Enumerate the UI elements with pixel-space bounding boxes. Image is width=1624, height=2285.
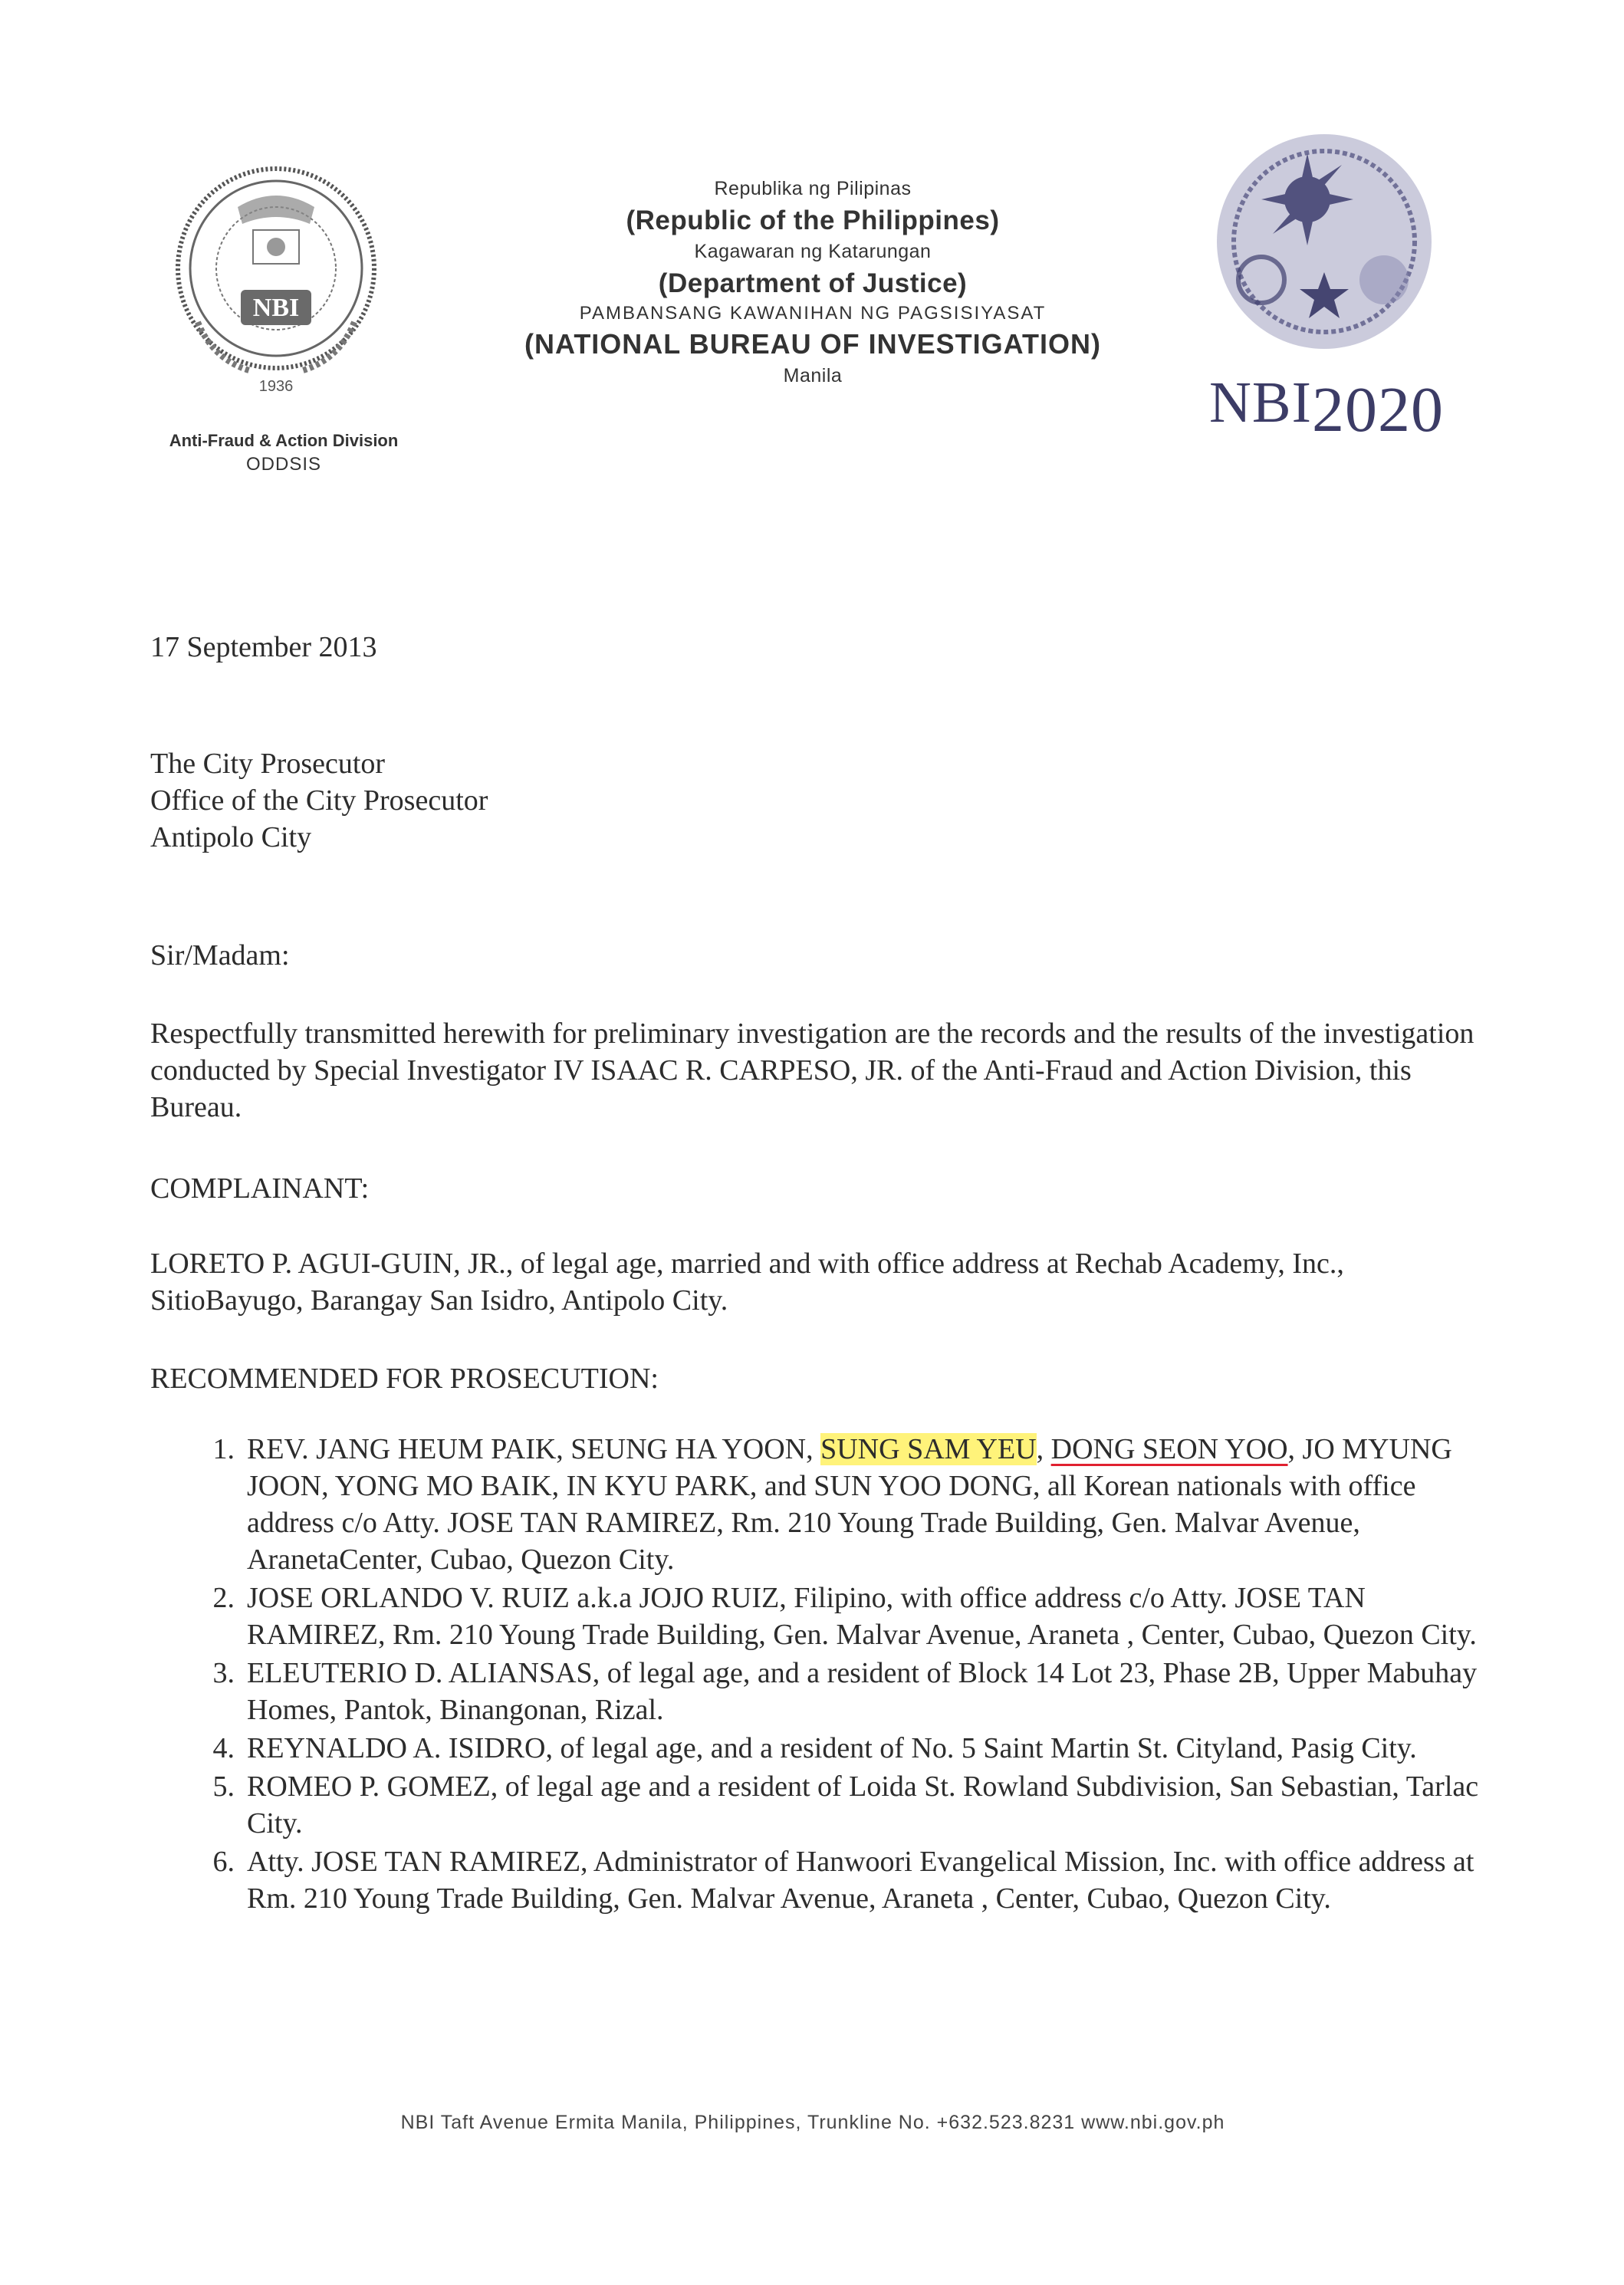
respondent-item xyxy=(150,1843,1484,1917)
respondent-text xyxy=(247,1655,1484,1728)
bureau-native: PAMBANSANG KAWANIHAN NG PAGSISIYASAT xyxy=(579,303,1047,324)
city-name: Manila xyxy=(783,365,843,386)
nbi-seal-logo xyxy=(167,153,386,399)
addressee-line: The City Prosecutor xyxy=(150,748,386,780)
respondent-number: 4. xyxy=(212,1732,235,1764)
wordmark-year: 2020 xyxy=(1311,374,1444,445)
respondent-text xyxy=(247,1843,1484,1917)
respondent-number: 2. xyxy=(212,1582,235,1614)
complainant-details: LORETO P. AGUI-GUIN, JR., of legal age, married and with office address at Rechab Academy, Inc., SitioBayugo, Barangay San Isidro, Antipolo City. xyxy=(150,1248,1344,1317)
respondent-item xyxy=(150,1768,1484,1842)
bureau-title: (NATIONAL BUREAU OF INVESTIGATION) xyxy=(524,328,1101,360)
division-name: Anti-Fraud & Action Division xyxy=(169,431,399,450)
salutation: Sir/Madam: xyxy=(150,939,290,972)
svg-text:NBI: NBI xyxy=(252,294,300,322)
respondent-item xyxy=(150,1431,1484,1578)
respondent-text xyxy=(247,1580,1484,1653)
division-code: ODDSIS xyxy=(245,454,321,475)
nbi-2020-wordmark xyxy=(1181,367,1472,445)
underlined-name: DONG SEON YOO xyxy=(1050,1433,1288,1465)
respondent-item xyxy=(150,1580,1484,1653)
svg-text:1936: 1936 xyxy=(258,378,294,395)
department-native: Kagawaran ng Katarungan xyxy=(694,241,932,262)
complainant-heading: COMPLAINANT: xyxy=(150,1172,370,1205)
respondent-text-run: ROMEO P. GOMEZ, of legal age and a resident of Loida St. Rowland Subdivision, San Sebastian, Tarlac City. xyxy=(247,1770,1479,1840)
wordmark-nbi: NBI xyxy=(1209,370,1312,435)
intro-paragraph: Respectfully transmitted herewith for preliminary investigation are the records and the results of the investigation conducted by Special Investigator IV ISAAC R. CARPESO, JR. of the Anti-Fraud and Action Division, this Bureau. xyxy=(150,1018,1474,1123)
division-block xyxy=(146,429,422,477)
respondent-text-run: REYNALDO A. ISIDRO, of legal age, and a resident of No. 5 Saint Martin St. Cityland, Pasig City. xyxy=(247,1732,1417,1764)
respondent-item xyxy=(150,1730,1484,1767)
respondent-text-run: ELEUTERIO D. ALIANSAS, of legal age, and a resident of Block 14 Lot 23, Phase 2B, Upper Mabuhay Homes, Pantok, Binangonan, Rizal. xyxy=(247,1657,1478,1726)
department-title: (Department of Justice) xyxy=(658,268,968,298)
respondent-text-run: , JO MYUNG JOON, YONG MO BAIK, IN KYU PARK, and SUN YOO DONG, all Korean nationals with office address c/o Atty. JOSE TAN RAMIREZ, Rm. 210 Young Trade Building, Gen. Malvar Avenue, AranetaCenter, Cubao, Quezon City. xyxy=(247,1433,1452,1576)
letter-date: 17 September 2013 xyxy=(150,631,377,663)
addressee-block xyxy=(150,745,488,856)
addressee-line: Office of the City Prosecutor xyxy=(150,784,488,817)
respondent-text xyxy=(247,1730,1484,1767)
republic-title: (Republic of the Philippines) xyxy=(626,205,1000,235)
respondent-text xyxy=(247,1768,1484,1842)
footer-contact: NBI Taft Avenue Ermita Manila, Philippines, Trunkline No. +632.523.8231 www.nbi.gov.ph xyxy=(400,2112,1225,2133)
respondent-number: 5. xyxy=(212,1770,235,1803)
highlighted-name: SUNG SAM YEU xyxy=(820,1433,1037,1465)
respondent-list xyxy=(150,1431,1484,1918)
letterhead-title xyxy=(429,175,1196,390)
republic-native: Republika ng Pilipinas xyxy=(714,178,912,199)
respondent-number: 1. xyxy=(212,1433,235,1465)
respondent-item xyxy=(150,1655,1484,1728)
respondent-text-run: , xyxy=(1036,1433,1051,1465)
recommended-heading: RECOMMENDED FOR PROSECUTION: xyxy=(150,1363,659,1395)
respondent-number: 3. xyxy=(212,1657,235,1689)
addressee-line: Antipolo City xyxy=(150,821,312,853)
respondent-text-run: JOSE ORLANDO V. RUIZ a.k.a JOJO RUIZ, Filipino, with office address c/o Atty. JOSE TAN RAMIREZ, Rm. 210 Young Trade Building, Gen. Malvar Avenue, Araneta , Center, Cubao, Quezon City. xyxy=(247,1582,1477,1651)
respondent-number: 6. xyxy=(212,1846,235,1878)
respondent-text xyxy=(247,1431,1484,1578)
respondent-text-run: REV. JANG HEUM PAIK, SEUNG HA YOON, xyxy=(247,1433,821,1465)
respondent-text-run: Atty. JOSE TAN RAMIREZ, Administrator of Hanwoori Evangelical Mission, Inc. with office address at Rm. 210 Young Trade Building, Gen. Malvar Avenue, Araneta , Center, Cubao, Quezon City. xyxy=(247,1846,1474,1915)
